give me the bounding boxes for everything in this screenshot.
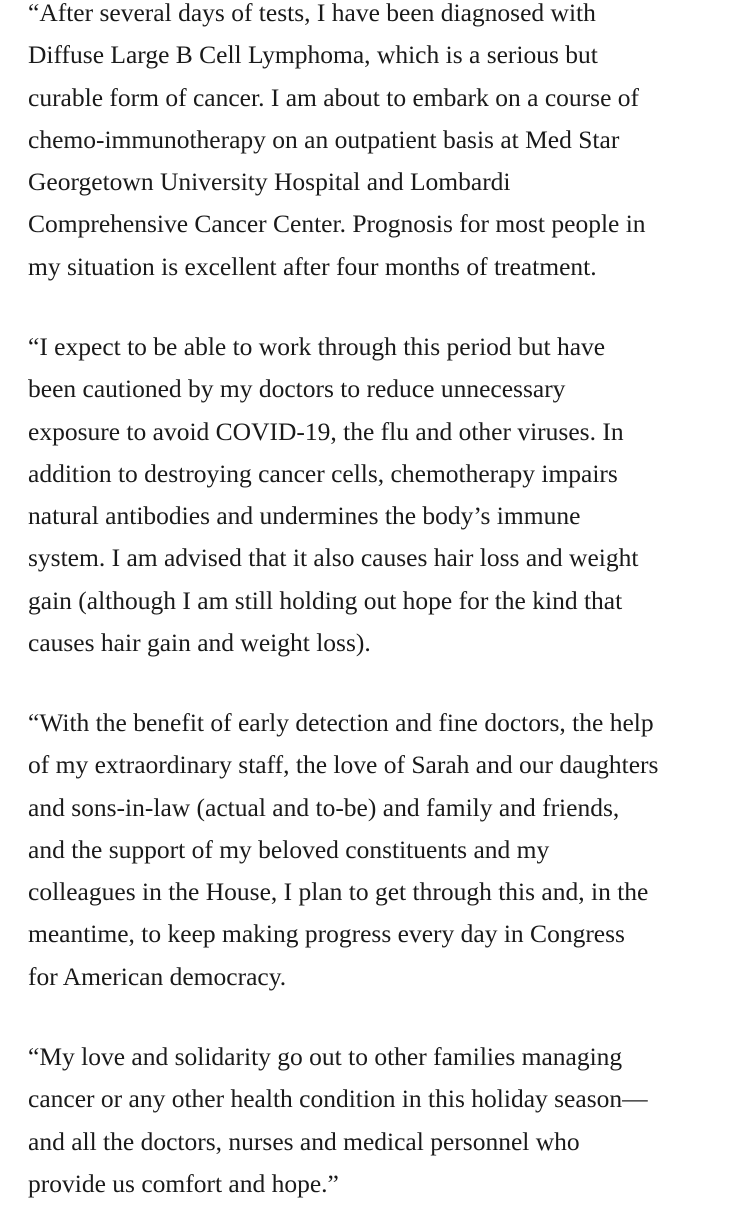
paragraph-treatment — [28, 326, 638, 664]
text-line: natural antibodies and undermines the body’s immune — [28, 501, 581, 531]
text-line: “I expect to be able to work through this period but have — [28, 332, 606, 361]
text-line: Georgetown University Hospital and Lombardi — [28, 167, 511, 197]
text-line: causes hair gain and weight loss). — [28, 628, 371, 658]
text-line: “After several days of tests, I have been diagnosed with — [28, 0, 596, 27]
text-line: addition to destroying cancer cells, chemotherapy impairs — [28, 458, 618, 488]
text-line: provide us comfort and hope.” — [28, 1168, 339, 1198]
text-line: exposure to avoid COVID-19, the flu and other viruses. In — [28, 416, 624, 446]
text-line: chemo-immunotherapy on an outpatient basis at Med Star — [28, 124, 620, 154]
text-line: and the support of my beloved constituents and my — [28, 834, 550, 864]
text-line: of my extraordinary staff, the love of Sarah and our daughters — [28, 750, 659, 780]
paragraph-support — [28, 702, 658, 998]
text-line: been cautioned by my doctors to reduce unnecessary — [28, 374, 566, 404]
paragraph-diagnosis — [28, 0, 646, 288]
text-line: Comprehensive Cancer Center. Prognosis for most people in — [28, 209, 646, 239]
text-line: curable form of cancer. I am about to embark on a course of — [28, 82, 640, 112]
text-line: my situation is excellent after four months of treatment. — [28, 251, 597, 281]
text-line: colleagues in the House, I plan to get through this and, in the — [28, 877, 649, 907]
paragraph-solidarity — [28, 1036, 648, 1205]
text-line: and sons-in-law (actual and to-be) and family and friends, — [28, 792, 620, 822]
text-line: Diffuse Large B Cell Lymphoma, which is a serious but — [28, 40, 598, 70]
text-line: cancer or any other health condition in this holiday season— — [28, 1084, 648, 1114]
text-line: and all the doctors, nurses and medical personnel who — [28, 1126, 580, 1156]
text-line: system. I am advised that it also causes hair loss and weight — [28, 543, 639, 573]
text-line: “My love and solidarity go out to other families managing — [28, 1042, 623, 1071]
text-line: meantime, to keep making progress every day in Congress — [28, 919, 625, 949]
text-line: for American democracy. — [28, 961, 287, 991]
text-line: “With the benefit of early detection and fine doctors, the help — [28, 708, 654, 737]
text-line: gain (although I am still holding out hope for the kind that — [28, 585, 623, 615]
